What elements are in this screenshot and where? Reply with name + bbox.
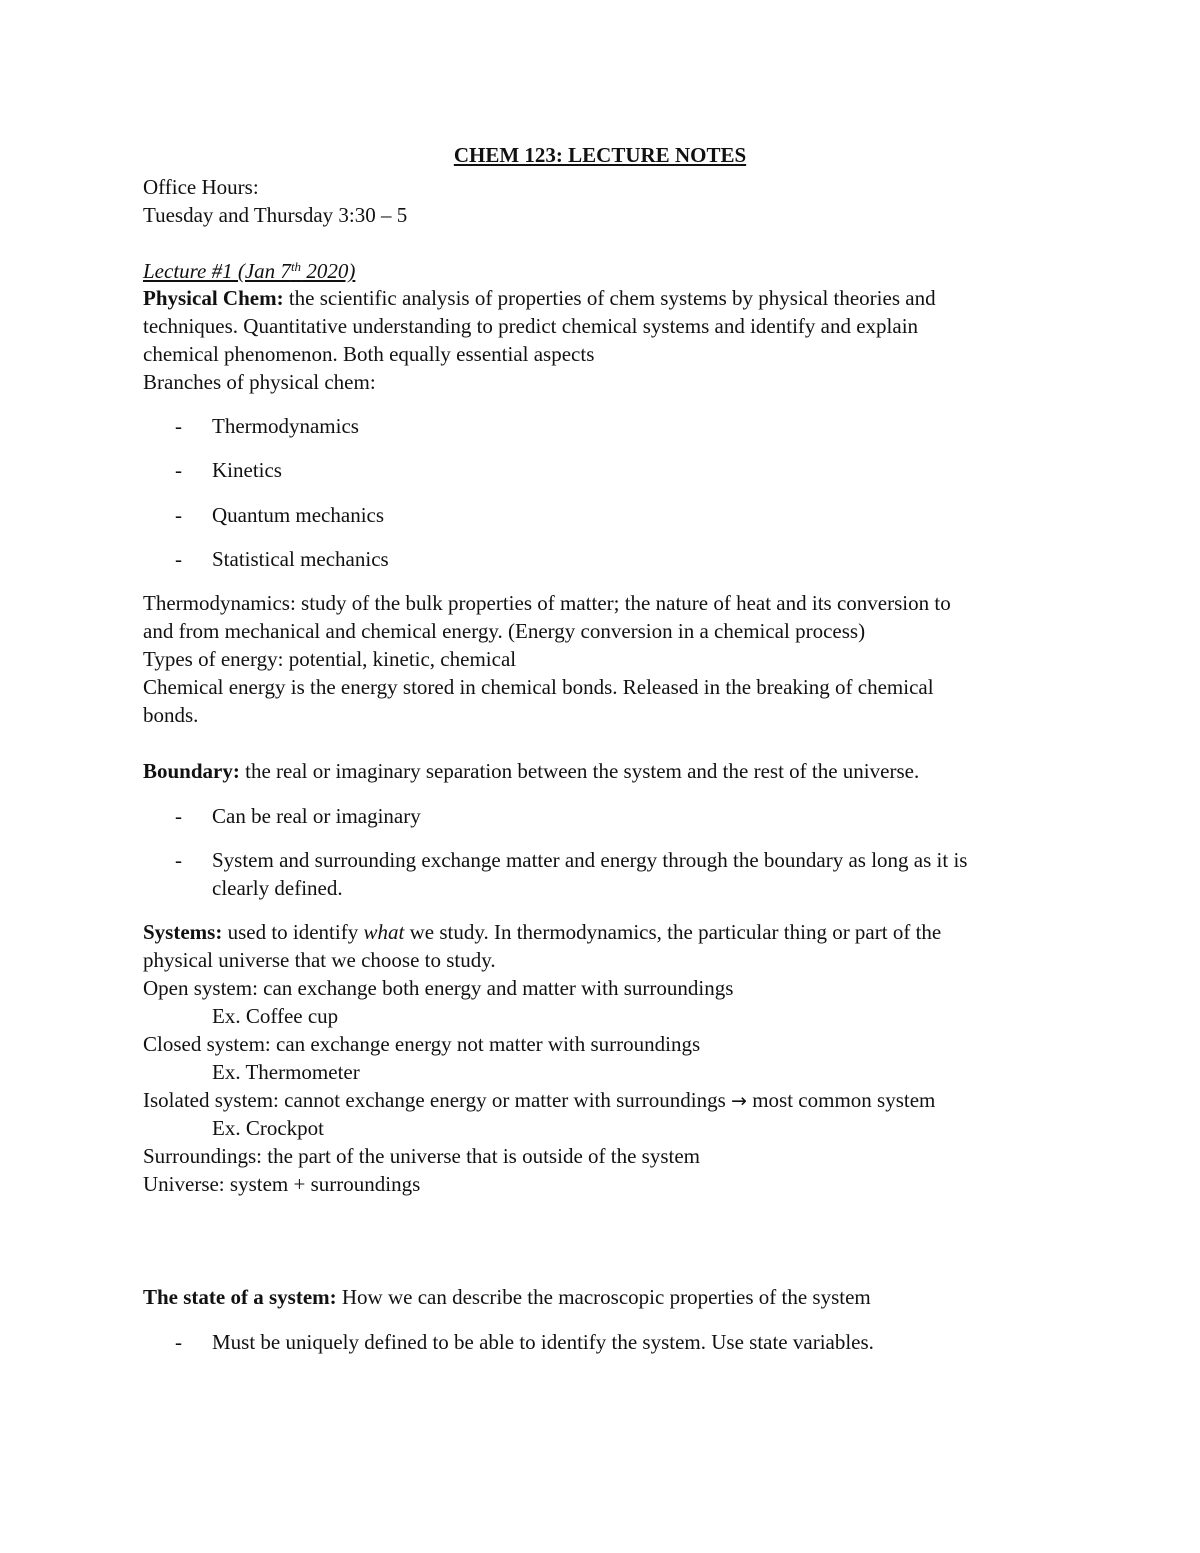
list-item: Quantum mechanics [212,503,385,527]
list-item: Statistical mechanics [212,547,389,571]
systems-text-pre: used to identify [222,920,364,944]
boundary-term: Boundary: [143,759,240,783]
list-item: Thermodynamics [212,414,359,438]
closed-system: Closed system: can exchange energy not matter with surroundings [143,1032,701,1056]
bullet-dash: - [175,547,182,571]
systems-line2: physical universe that we choose to study. [143,948,496,972]
bullet-dash: - [175,503,182,527]
list-item: Must be uniquely defined to be able to identify the system. Use state variables. [212,1330,874,1354]
bullet-dash: - [175,848,182,872]
branches-label: Branches of physical chem: [143,370,376,394]
bullet-dash: - [175,414,182,438]
office-hours-label: Office Hours: [143,175,259,199]
systems-term: Systems: [143,920,223,944]
lecture-heading-sup: th [290,259,302,274]
systems-text-emphasis: what [363,920,405,944]
energy-types: Types of energy: potential, kinetic, chemical [143,647,517,671]
bullet-dash: - [175,804,182,828]
boundary-text: the real or imaginary separation between the system and the rest of the universe. [239,759,920,783]
open-system: Open system: can exchange both energy and matter with surroundings [143,976,734,1000]
list-item-continuation: clearly defined. [212,876,343,900]
list-item: Can be real or imaginary [212,804,421,828]
list-item: System and surrounding exchange matter and energy through the boundary as long as it is [212,848,968,872]
physical-chem-line3: chemical phenomenon. Both equally essential aspects [143,342,595,366]
boundary-definition [143,757,919,785]
lecture-heading-year: 2020) [301,259,356,283]
page-title: CHEM 123: LECTURE NOTES [453,143,747,167]
isolated-system-text: Isolated system: cannot exchange energy or matter with surroundings [143,1088,732,1112]
surroundings-definition: Surroundings: the part of the universe that is outside of the system [143,1144,700,1168]
universe-definition: Universe: system + surroundings [143,1172,421,1196]
state-text: How we can describe the macroscopic properties of the system [336,1285,871,1309]
thermo-line2: and from mechanical and chemical energy. (Energy conversion in a chemical process) [143,619,866,643]
list-item: Kinetics [212,458,282,482]
chem-energy-line2: bonds. [143,703,199,727]
isolated-system-note: most common system [746,1088,936,1112]
bullet-dash: - [175,458,182,482]
systems-text-post: we study. In thermodynamics, the particular thing or part of the [404,920,942,944]
arrow-right-icon: → [731,1090,747,1112]
physical-chem-definition [143,284,936,312]
office-hours-times: Tuesday and Thursday 3:30 – 5 [143,203,408,227]
chem-energy-line1: Chemical energy is the energy stored in chemical bonds. Released in the breaking of chemical [143,675,934,699]
closed-system-example: Ex. Thermometer [212,1060,360,1084]
physical-chem-term: Physical Chem: [143,286,284,310]
isolated-system [143,1086,935,1115]
lecture-heading [143,257,355,285]
thermo-line1: Thermodynamics: study of the bulk properties of matter; the nature of heat and its conversion to [143,591,951,615]
bullet-dash: - [175,1330,182,1354]
open-system-example: Ex. Coffee cup [212,1004,339,1028]
physical-chem-line1: the scientific analysis of properties of chem systems by physical theories and [283,286,936,310]
state-term: The state of a system: [143,1285,337,1309]
physical-chem-line2: techniques. Quantitative understanding to predict chemical systems and identify and explain [143,314,919,338]
systems-definition [143,918,941,946]
isolated-system-example: Ex. Crockpot [212,1116,324,1140]
lecture-heading-text: Lecture #1 (Jan 7 [143,259,291,283]
state-definition [143,1283,871,1311]
